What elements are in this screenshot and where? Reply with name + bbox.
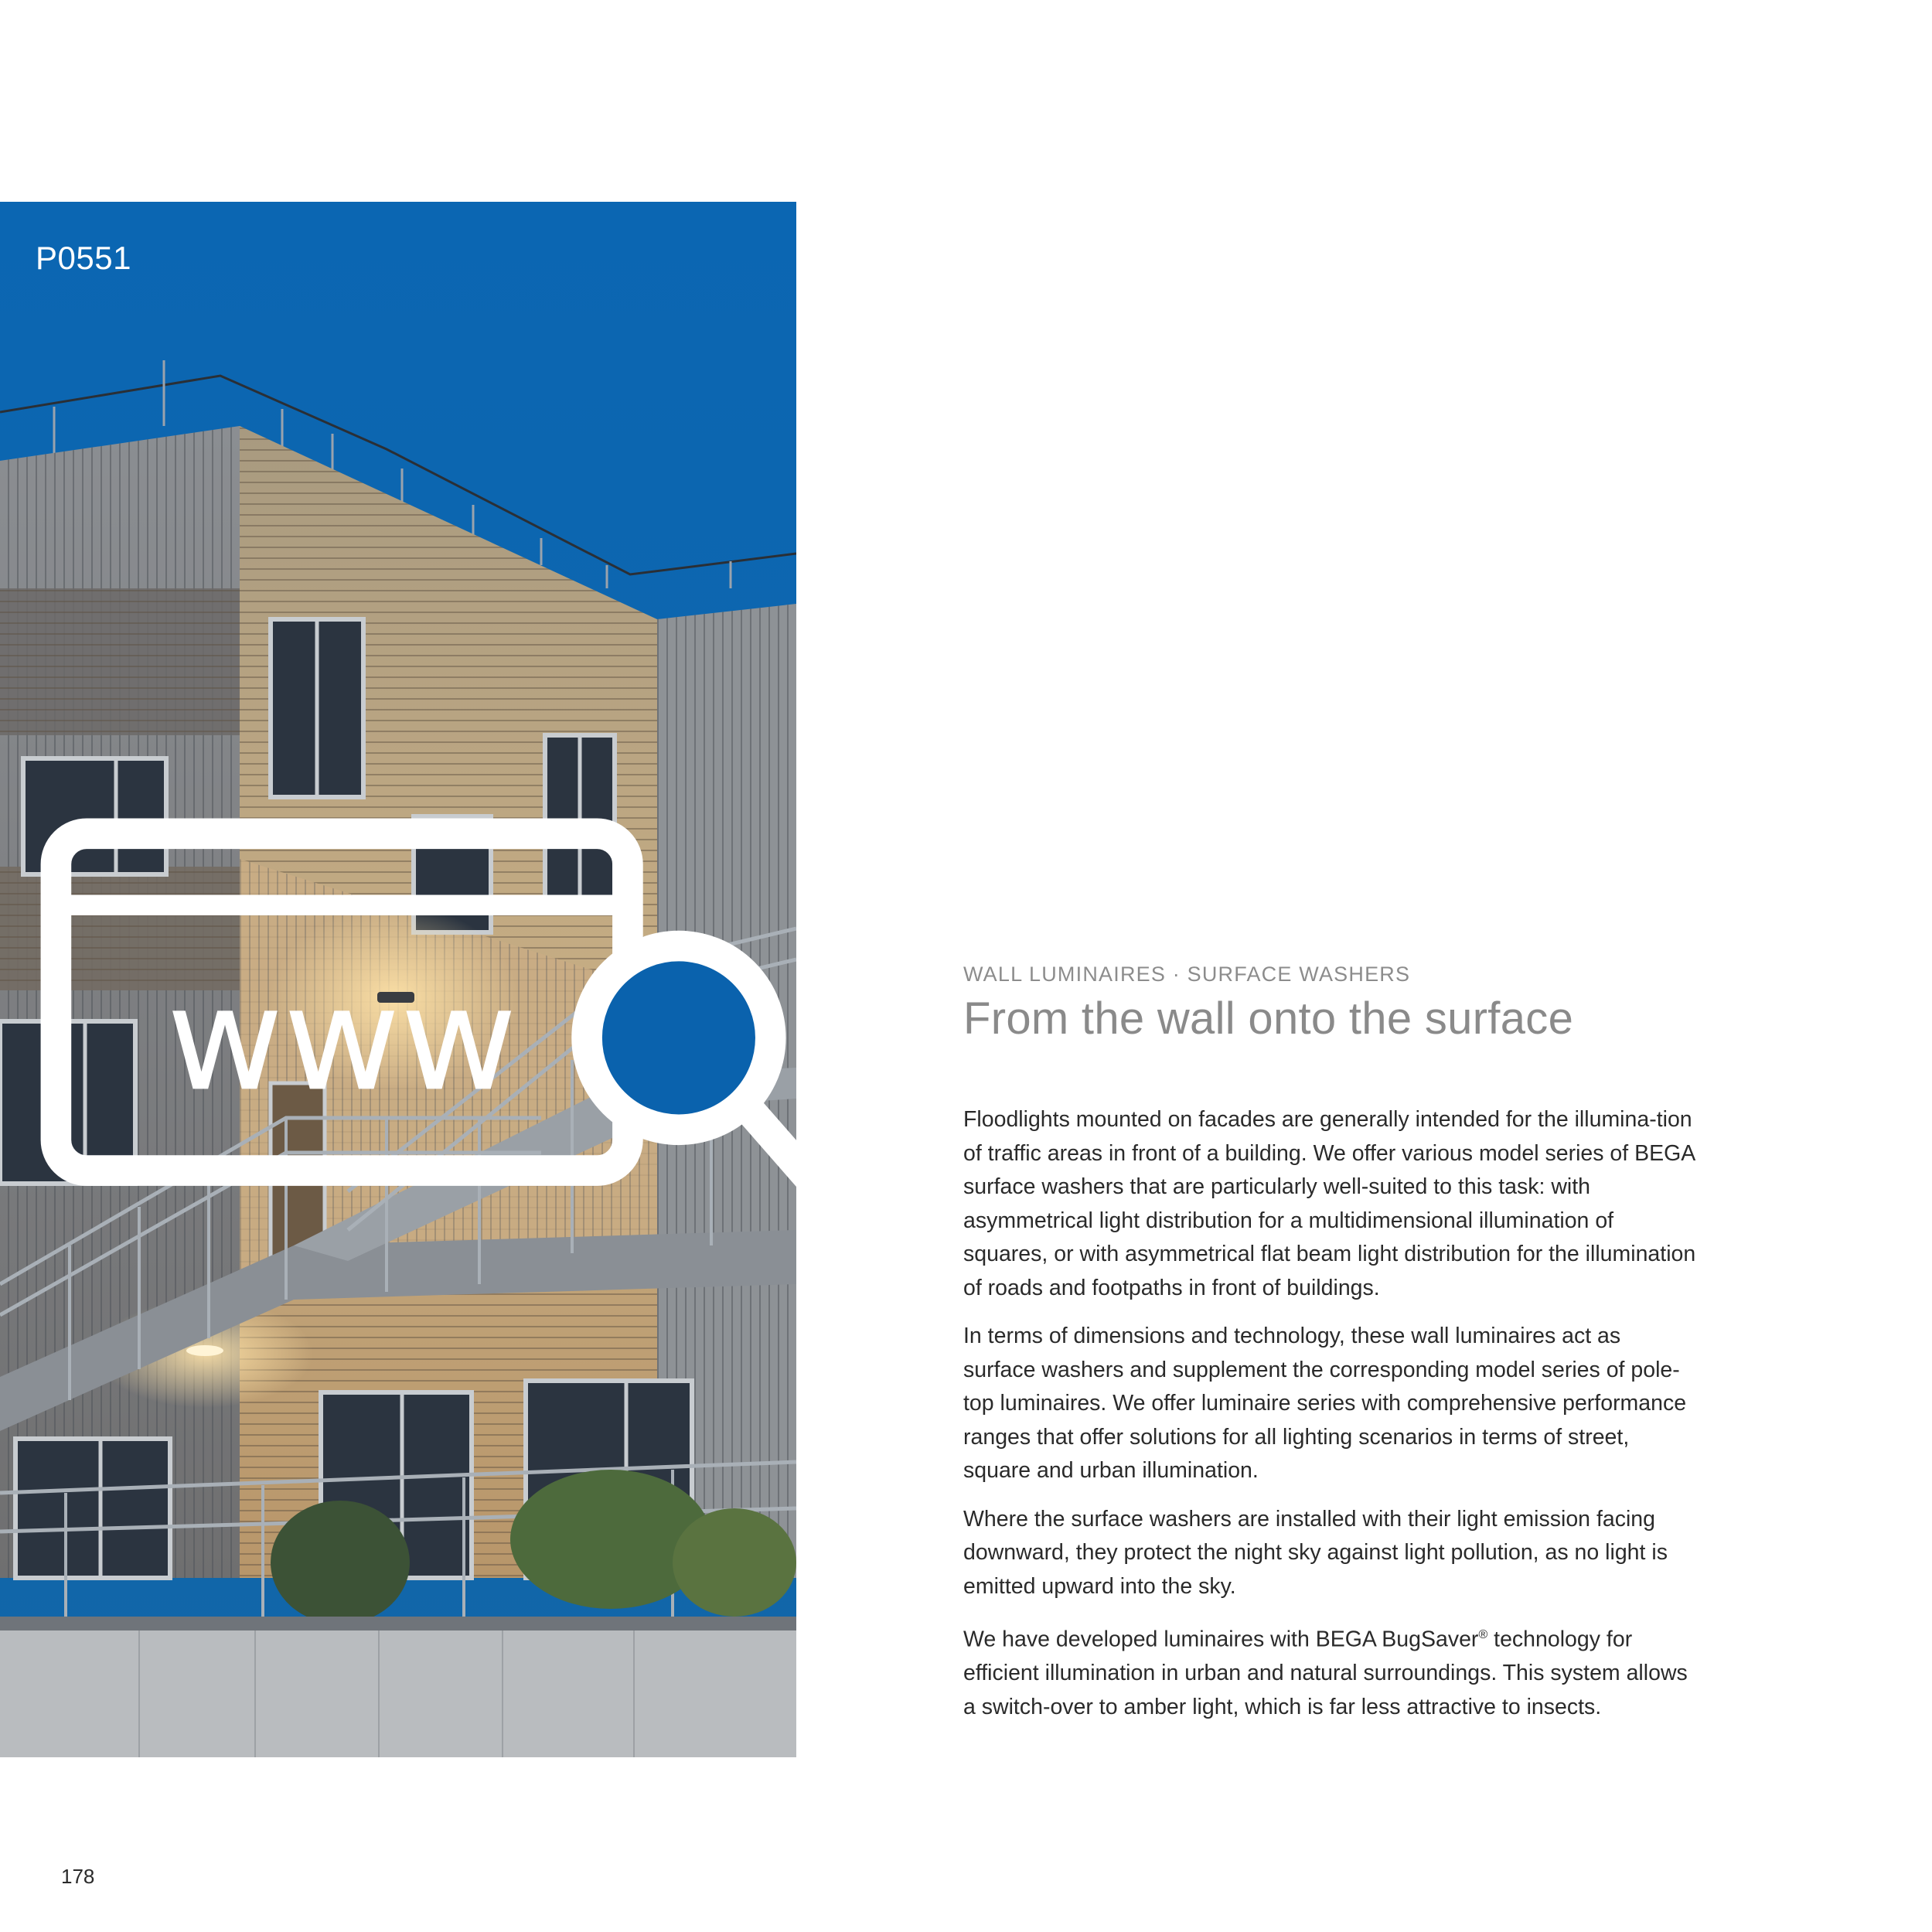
body-copy: [963, 1103, 1705, 1724]
building-photo: [0, 202, 796, 1757]
paragraph-2: In terms of dimensions and technology, these wall luminaires act as surface washers and supplement the corresponding model series of pole-top luminaires. We offer luminaire series with comprehensive performance ranges that offer solutions for all lighting scenarios in terms of street, square and urban illumination.: [963, 1324, 1687, 1483]
www-search-icon: [36, 240, 796, 1757]
paragraph-3: Where the surface washers are installed with their light emission facing downward, they protect the night sky against light pollution, as no light is emitted upward into the sky.: [963, 1506, 1668, 1599]
article-text: [963, 963, 1705, 1739]
paragraph-4-start: We have developed luminaires with BEGA BugSaver: [963, 1627, 1479, 1652]
category-label: WALL LUMINAIRES · SURFACE WASHERS: [963, 963, 1411, 986]
reference-code[interactable]: [36, 240, 517, 1123]
paragraph-1: Floodlights mounted on facades are generally intended for the illumina-tion of traffic areas in front of a building. We offer various model series of BEGA surface washers that are particularly well-suited to this task: with asymmetrical light distribution for a multidimensional illumination of squares, or with asymmetrical flat beam light distribution for the illumination of roads and footpaths in front of buildings.: [963, 1107, 1696, 1300]
page-number: 178: [61, 1865, 95, 1888]
paragraph-4: [963, 1618, 1698, 1724]
page-headline: From the wall onto the surface: [963, 993, 1574, 1044]
paragraph-4-end: technology for efficient illumination in urban and natural surroundings. This system allows a switch-over to amber light, which is far less attractive to insects.: [963, 1627, 1688, 1719]
svg-text:www: www: [166, 956, 517, 1123]
registered-mark: ®: [1478, 1628, 1488, 1641]
reference-code-text: P0551: [36, 240, 131, 276]
